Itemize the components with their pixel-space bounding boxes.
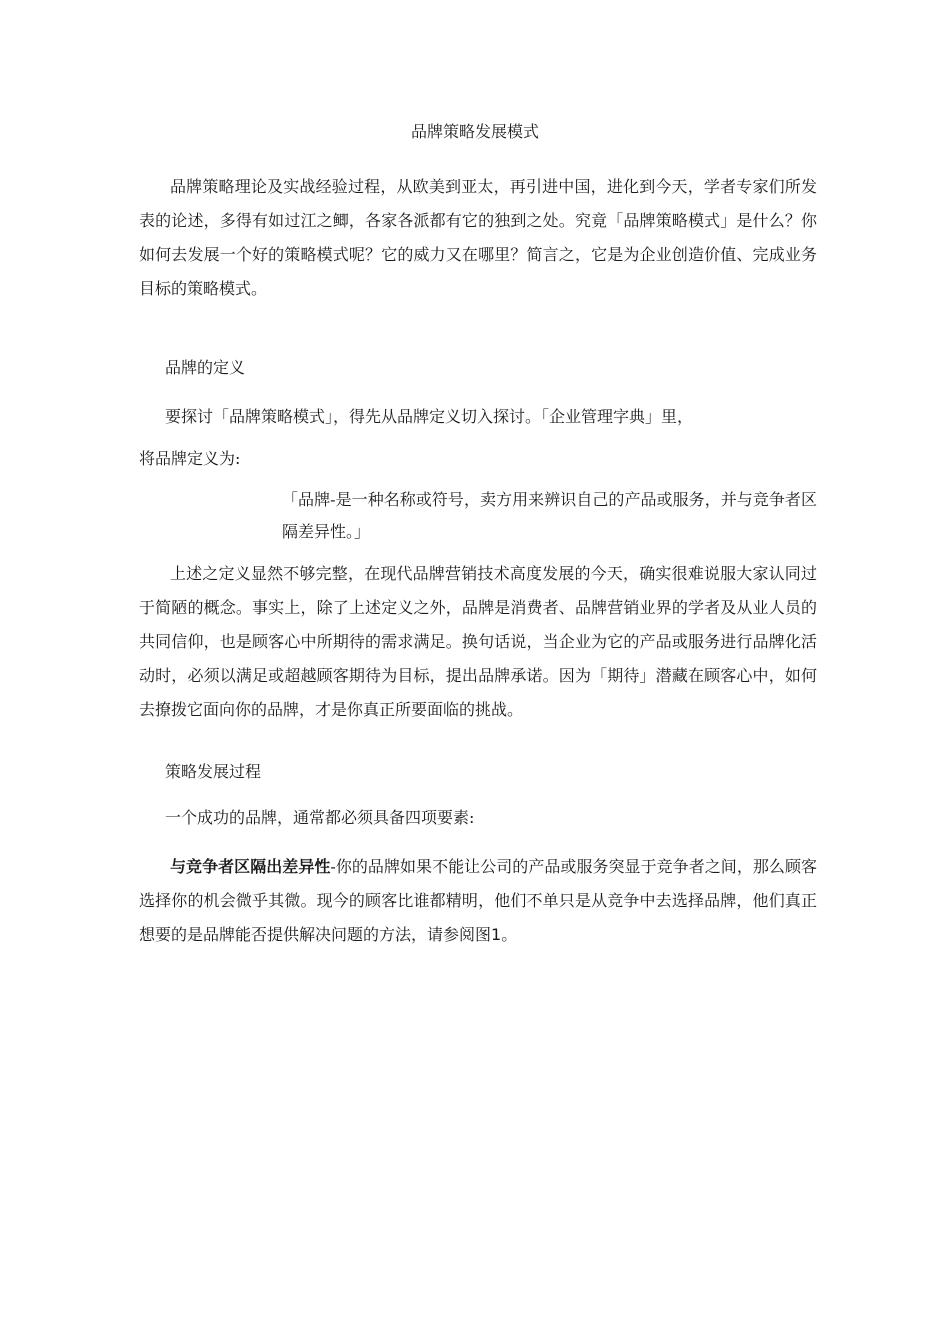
element-differentiation-lead: 与竞争者区隔出差异性 [170, 857, 331, 876]
definition-discussion-paragraph: 上述之定义显然不够完整，在现代品牌营销技术高度发展的今天，确实很难说服大家认同过于简陋的概念。事实上，除了上述定义之外，品牌是消费者、品牌营销业界的学者及从业人员的共同信仰，也是顾客心中所期待的需求满足。换句话说，当企业为它的产品或服务进行品牌化活动时，必须以满足或超越顾客期待为目标，提出品牌承诺。因为「期待」潜藏在顾客心中，如何去撩拨它面向你的品牌，才是你真正所要面临的挑战。 [139, 564, 817, 719]
element-differentiation-end: 。 [501, 925, 518, 944]
element-differentiation-paragraph [139, 850, 817, 952]
section-heading-strategy-process: 策略发展过程 [165, 762, 262, 781]
intro-paragraph: 品牌策略理论及实战经验过程，从欧美到亚太，再引进中国，进化到今天，学者专家们所发表的论述，多得有如过江之鲫，各家各派都有它的独到之处。究竟「品牌策略模式」是什么？你如何去发展一个好的策略模式呢？它的威力又在哪里？简言之，它是为企业创造价值、完成业务目标的策略模式。 [139, 177, 817, 298]
document-title: 品牌策略发展模式 [410, 122, 539, 141]
definition-quote: 「品牌-是一种名称或符号，卖方用来辨识自己的产品或服务，并与竞争者区隔差异性。」 [282, 490, 817, 541]
figure-reference: 1 [491, 925, 502, 944]
definition-lead-continuation: 将品牌定义为: [139, 449, 241, 468]
section-heading-brand-definition: 品牌的定义 [165, 358, 246, 377]
definition-lead-line: 要探讨「品牌策略模式」，得先从品牌定义切入探讨。「企业管理字典」里， [165, 407, 694, 426]
element-differentiation-body: -你的品牌如果不能让公司的产品或服务突显于竞争者之间，那么顾客选择你的机会微乎其微。现今的顾客比谁都精明，他们不单只是从竞争中去选择品牌，他们真正想要的是品牌能否提供解决问题的方法，请参阅图 [139, 857, 817, 944]
four-elements-intro: 一个成功的品牌，通常都必须具备四项要素: [165, 808, 475, 827]
